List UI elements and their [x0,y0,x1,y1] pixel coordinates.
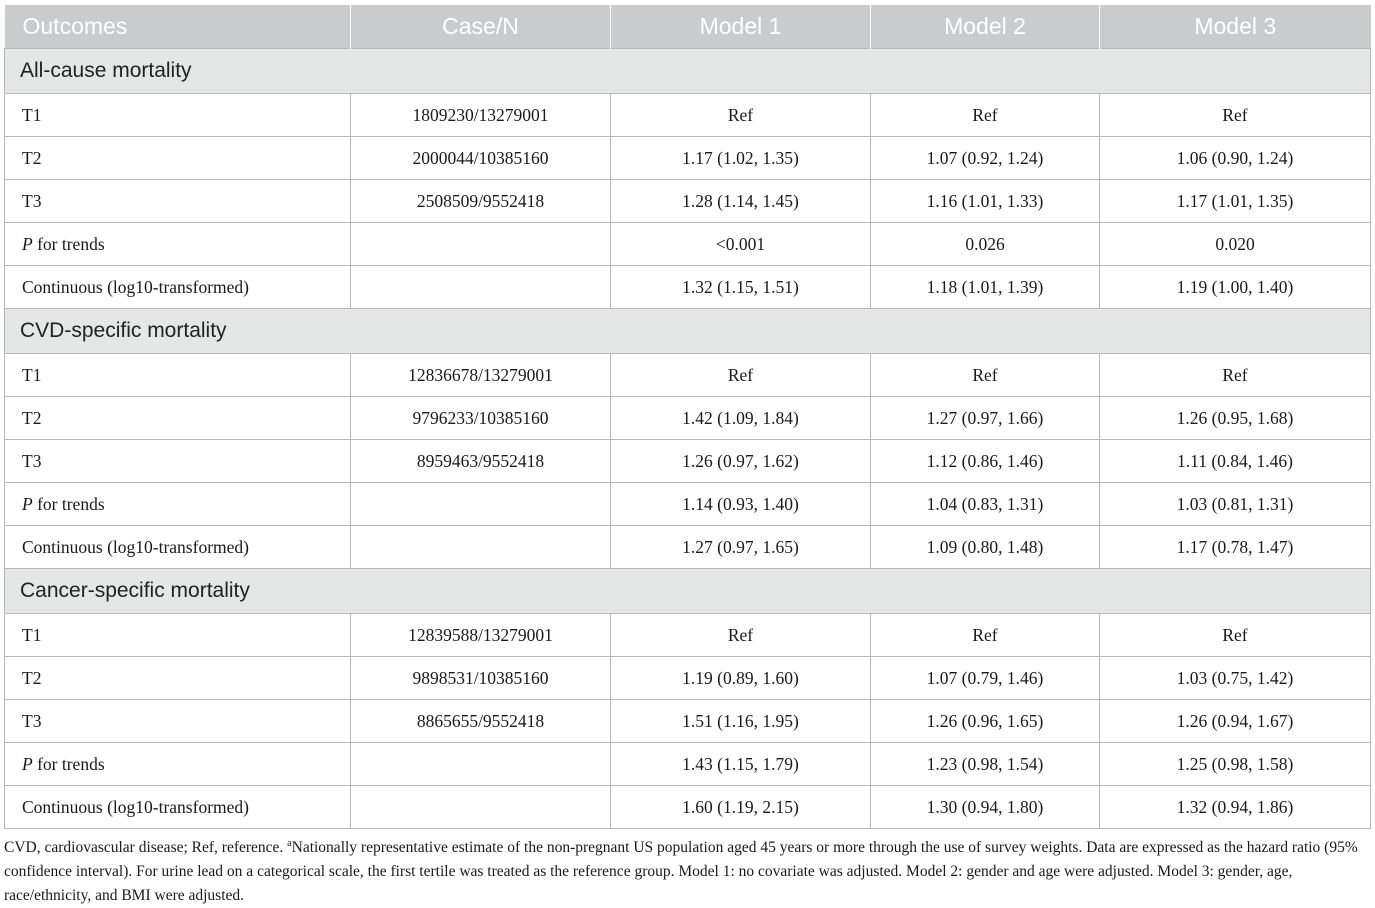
model-2-cell: Ref [871,354,1100,397]
model-3-cell: 1.19 (1.00, 1.40) [1100,266,1371,309]
model-1-cell: Ref [611,94,871,137]
row-label-italic: P [22,233,33,254]
table-row [5,440,1371,483]
model-3-cell: Ref [1100,94,1371,137]
table-footnote [4,836,1370,908]
case-n-cell [351,223,611,266]
footnote-marker: a [287,838,292,849]
table-row [5,614,1371,657]
table-row [5,137,1371,180]
model-1-cell: 1.26 (0.97, 1.62) [611,440,871,483]
case-n-cell: 12836678/13279001 [351,354,611,397]
table-row [5,223,1371,266]
hazard-ratio-table [4,5,1371,829]
results-table-container [4,5,1370,908]
model-3-cell: 1.17 (0.78, 1.47) [1100,526,1371,569]
row-label-rest: for trends [32,753,105,774]
table-row [5,397,1371,440]
row-label: T3 [5,440,351,483]
case-n-cell [351,526,611,569]
table-body [5,49,1371,829]
model-2-cell: Ref [871,614,1100,657]
model-3-cell: 0.020 [1100,223,1371,266]
case-n-cell [351,743,611,786]
row-label: Continuous (log10-transformed) [5,526,351,569]
model-3-cell: Ref [1100,354,1371,397]
table-row [5,657,1371,700]
case-n-cell: 2508509/9552418 [351,180,611,223]
model-1-cell: 1.43 (1.15, 1.79) [611,743,871,786]
model-1-cell: 1.60 (1.19, 2.15) [611,786,871,829]
model-3-cell: 1.32 (0.94, 1.86) [1100,786,1371,829]
model-2-cell: 1.26 (0.96, 1.65) [871,700,1100,743]
model-1-cell: 1.42 (1.09, 1.84) [611,397,871,440]
row-label: Continuous (log10-transformed) [5,786,351,829]
row-label: T1 [5,614,351,657]
table-row [5,743,1371,786]
table-row [5,266,1371,309]
model-2-cell: 1.07 (0.92, 1.24) [871,137,1100,180]
model-3-cell: 1.03 (0.81, 1.31) [1100,483,1371,526]
model-3-cell: Ref [1100,614,1371,657]
model-1-cell: <0.001 [611,223,871,266]
footnote-abbreviations: CVD, cardiovascular disease; Ref, reference. [4,839,288,856]
header-model-2: Model 2 [871,5,1100,49]
model-2-cell: 1.07 (0.79, 1.46) [871,657,1100,700]
row-label: T2 [5,657,351,700]
model-2-cell: 1.30 (0.94, 1.80) [871,786,1100,829]
table-row [5,483,1371,526]
model-1-cell: 1.51 (1.16, 1.95) [611,700,871,743]
footnote-text: Nationally representative estimate of the non-pregnant US population aged 45 years or more through the use of survey weights. Data are expressed as the hazard ratio (95% confidence interval). For urine lead on a categorical scale, the first tertile was treated as the reference group. Model 1: no covariate was adjusted. Model 2: gender and age were adjusted. Model 3: gender, age, race/ethnicity, and BMI were adjusted. [4,839,1358,904]
model-2-cell: 0.026 [871,223,1100,266]
model-3-cell: 1.11 (0.84, 1.46) [1100,440,1371,483]
case-n-cell [351,786,611,829]
model-2-cell: Ref [871,94,1100,137]
model-1-cell: 1.27 (0.97, 1.65) [611,526,871,569]
row-label: T3 [5,700,351,743]
model-3-cell: 1.26 (0.95, 1.68) [1100,397,1371,440]
table-row [5,526,1371,569]
case-n-cell: 9898531/10385160 [351,657,611,700]
model-2-cell: 1.09 (0.80, 1.48) [871,526,1100,569]
row-label-italic: P [22,493,33,514]
case-n-cell [351,266,611,309]
header-outcomes: Outcomes [5,5,351,49]
model-3-cell: 1.26 (0.94, 1.67) [1100,700,1371,743]
case-n-cell: 1809230/13279001 [351,94,611,137]
header-case-n: Case/N [351,5,611,49]
row-label-italic: P [22,753,33,774]
case-n-cell: 8865655/9552418 [351,700,611,743]
model-1-cell: 1.17 (1.02, 1.35) [611,137,871,180]
model-3-cell: 1.25 (0.98, 1.58) [1100,743,1371,786]
case-n-cell [351,483,611,526]
model-1-cell: Ref [611,614,871,657]
section-title: CVD-specific mortality [5,309,1371,354]
header-model-1: Model 1 [611,5,871,49]
header-model-3: Model 3 [1100,5,1371,49]
model-1-cell: 1.28 (1.14, 1.45) [611,180,871,223]
table-row [5,786,1371,829]
section-row [5,569,1371,614]
row-label: T2 [5,137,351,180]
model-2-cell: 1.16 (1.01, 1.33) [871,180,1100,223]
row-label: T1 [5,94,351,137]
model-2-cell: 1.12 (0.86, 1.46) [871,440,1100,483]
row-label: Continuous (log10-transformed) [5,266,351,309]
table-row [5,94,1371,137]
row-label: T1 [5,354,351,397]
model-2-cell: 1.27 (0.97, 1.66) [871,397,1100,440]
model-3-cell: 1.17 (1.01, 1.35) [1100,180,1371,223]
model-2-cell: 1.18 (1.01, 1.39) [871,266,1100,309]
row-label-rest: for trends [32,493,105,514]
model-2-cell: 1.04 (0.83, 1.31) [871,483,1100,526]
row-label: T2 [5,397,351,440]
row-label-rest: for trends [32,233,105,254]
row-label [5,223,351,266]
case-n-cell: 2000044/10385160 [351,137,611,180]
section-title: Cancer-specific mortality [5,569,1371,614]
model-1-cell: 1.32 (1.15, 1.51) [611,266,871,309]
table-header-row [5,5,1371,49]
case-n-cell: 12839588/13279001 [351,614,611,657]
row-label: T3 [5,180,351,223]
model-1-cell: 1.19 (0.89, 1.60) [611,657,871,700]
case-n-cell: 8959463/9552418 [351,440,611,483]
table-row [5,354,1371,397]
section-row [5,309,1371,354]
model-3-cell: 1.03 (0.75, 1.42) [1100,657,1371,700]
model-1-cell: Ref [611,354,871,397]
case-n-cell: 9796233/10385160 [351,397,611,440]
table-row [5,700,1371,743]
model-3-cell: 1.06 (0.90, 1.24) [1100,137,1371,180]
model-1-cell: 1.14 (0.93, 1.40) [611,483,871,526]
section-title: All-cause mortality [5,49,1371,94]
table-row [5,180,1371,223]
section-row [5,49,1371,94]
model-2-cell: 1.23 (0.98, 1.54) [871,743,1100,786]
row-label [5,743,351,786]
row-label [5,483,351,526]
